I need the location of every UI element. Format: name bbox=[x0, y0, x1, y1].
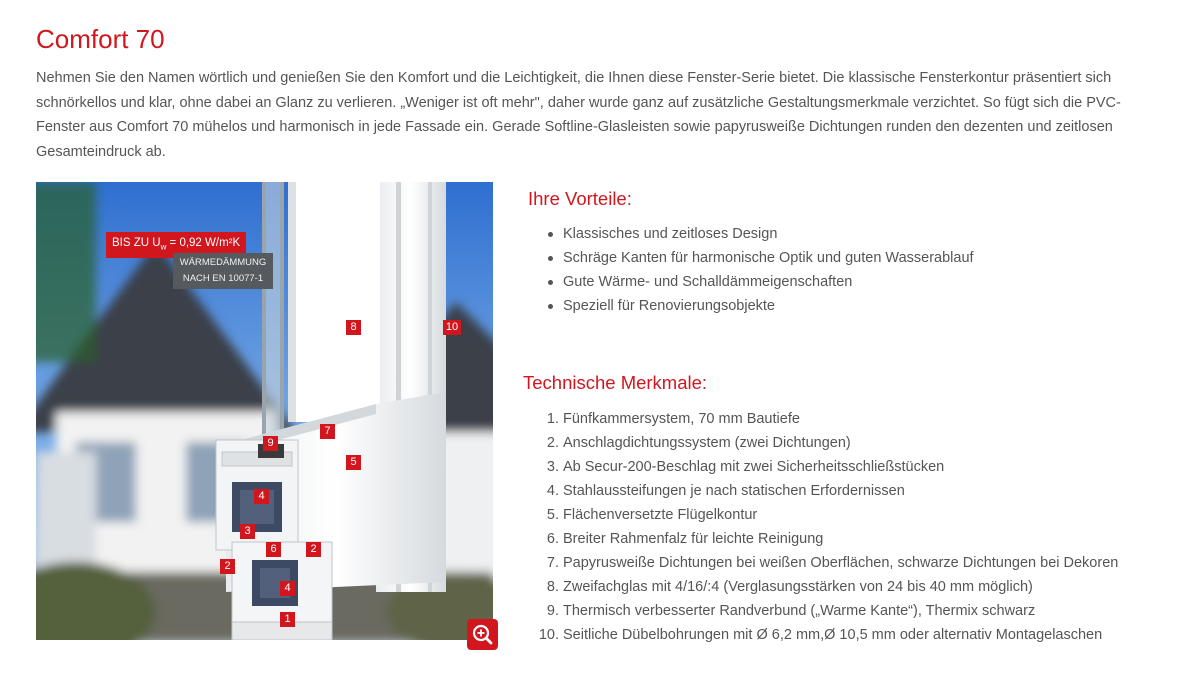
vorteile-list bbox=[563, 222, 974, 318]
callout-tag: 1 bbox=[280, 612, 295, 627]
callout-tag: 4 bbox=[254, 489, 269, 504]
callout-tag: 3 bbox=[240, 524, 255, 539]
list-item: 8. Zweifachglas mit 4/16/:4 (Verglasungsstärken von 24 bis 40 mm möglich) bbox=[546, 579, 1033, 595]
list-item: 6. Breiter Rahmenfalz für leichte Reinigung bbox=[546, 531, 824, 547]
list-item: 2. Anschlagdichtungssystem (zwei Dichtungen) bbox=[546, 435, 851, 451]
product-image[interactable] bbox=[36, 182, 493, 640]
list-item: Schräge Kanten für harmonische Optik und guten Wasserablauf bbox=[563, 246, 974, 270]
zoom-in-icon bbox=[467, 619, 498, 650]
window-profile-illustration bbox=[36, 182, 493, 640]
uw-value-badge: BIS ZU $U_w = 0,92$ W/m²K bbox=[106, 232, 246, 258]
callout-tag: 7 bbox=[320, 424, 335, 439]
page-title: Comfort 70 bbox=[36, 24, 165, 54]
callout-tag: 4 bbox=[280, 581, 295, 596]
vorteile-heading: Ihre Vorteile: bbox=[528, 188, 632, 209]
list-item: 3. Ab Secur-200-Beschlag mit zwei Sicherheitsschließstücken bbox=[546, 459, 945, 475]
callout-tag: 6 bbox=[266, 542, 281, 557]
list-item: Gute Wärme- und Schalldämmeigenschaften bbox=[563, 270, 974, 294]
merkmale-heading: Technische Merkmale: bbox=[523, 372, 708, 393]
zoom-button[interactable] bbox=[467, 619, 498, 650]
intro-paragraph: Nehmen Sie den Namen wörtlich und genießen Sie den Komfort und die Leichtigkeit, die Ihnen diese Fenster-Serie bietet. Die klassische Fensterkontur präsentiert sich schnörkellos und klar, ohne dabei an Glanz zu verlieren. „Weniger ist oft mehr", daher wurde ganz auf zusätzliche Gestaltungsmerkmale verzichtet. So fügt sich die PVC-Fenster aus Comfort 70 mühelos und harmonisch in jede Fassade ein. Gerade Softline-Glasleisten sowie papyrusweiße Dichtungen runden den dezenten und zeitlosen Gesamteindruck ab. bbox=[36, 70, 1121, 160]
list-item: 1. Fünfkammersystem, 70 mm Bautiefe bbox=[546, 411, 800, 427]
callout-tag: 8 bbox=[346, 320, 361, 335]
list-item: Speziell für Renovierungsobjekte bbox=[563, 294, 974, 318]
uw-note-label: WÄRMEDÄMMUNG NACH EN 10077-1 bbox=[173, 253, 273, 289]
callout-tag: 5 bbox=[346, 455, 361, 470]
list-item: 4. Stahlaussteifungen je nach statischen Erfordernissen bbox=[546, 483, 905, 499]
callout-tag: 9 bbox=[263, 436, 278, 451]
callout-tag: 2 bbox=[220, 559, 235, 574]
callout-tag: 10 bbox=[443, 320, 461, 335]
callout-tag: 2 bbox=[306, 542, 321, 557]
list-item: 9. Thermisch verbesserter Randverbund („Warme Kante“), Thermix schwarz bbox=[546, 603, 1036, 619]
list-item: 7. Papyrusweiße Dichtungen bei weißen Oberflächen, schwarze Dichtungen bei Dekoren bbox=[546, 555, 1119, 571]
list-item: 5. Flächenversetzte Flügelkontur bbox=[546, 507, 758, 523]
list-item: Klassisches und zeitloses Design bbox=[563, 222, 974, 246]
list-item: 10. Seitliche Dübelbohrungen mit Ø 6,2 mm,Ø 10,5 mm oder alternativ Montagelaschen bbox=[538, 627, 1103, 643]
merkmale-list bbox=[538, 407, 1118, 647]
